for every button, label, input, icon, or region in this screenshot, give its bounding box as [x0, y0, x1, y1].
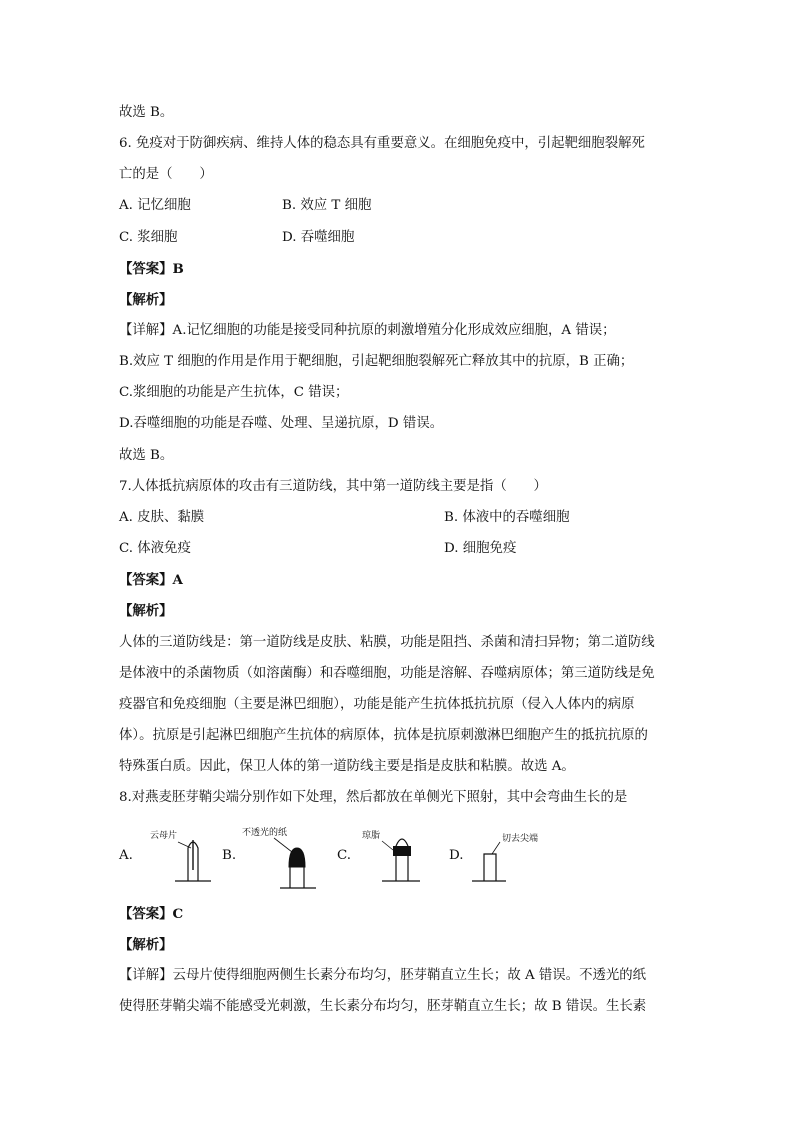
agar-block	[393, 846, 411, 856]
q8-figure-a	[148, 826, 213, 886]
cut-coleoptile	[484, 854, 496, 881]
q8-answer: 【答案】C	[119, 906, 184, 922]
q8-figure-d	[470, 826, 560, 886]
q7-explanation-3: 疫器官和免疫细胞（主要是淋巴细胞），功能是能产生抗体抵抗抗原（侵入人体内的病原	[119, 697, 635, 712]
q8-figure-c	[360, 826, 435, 886]
coleoptile-stem	[396, 856, 408, 881]
q6-stem-line1: 6. 免疫对于防御疾病、维持人体的稳态具有重要意义。在细胞免疫中，引起靶细胞裂解死	[119, 136, 645, 151]
q8-analysis-heading: 【解析】	[119, 937, 173, 953]
q6-conclusion: 故选 B。	[119, 448, 174, 463]
q7-option-c: C. 体液免疫	[119, 541, 191, 556]
q7-explanation-4: 体）。抗原是引起淋巴细胞产生抗体的病原体，抗体是抗原刺激淋巴细胞产生的抵抗抗原的	[119, 728, 648, 743]
q6-option-a: A. 记忆细胞	[119, 198, 191, 213]
q8-figure-b	[240, 826, 320, 892]
q7-option-a: A. 皮肤、黏膜	[119, 510, 205, 525]
q6-explanation-1: 【详解】A.记忆细胞的功能是接受同种抗原的刺激增殖分化形成效应细胞，A 错误；	[119, 323, 616, 338]
q6-analysis-heading: 【解析】	[119, 292, 173, 308]
q8-figure-c-letter: C.	[337, 848, 352, 863]
conclusion-line: 故选 B。	[119, 105, 174, 120]
label-pointer-b	[274, 838, 292, 852]
label-pointer-d	[492, 842, 500, 854]
q8-explanation-2: 使得胚芽鞘尖端不能感受光刺激，生长素分布均匀，胚芽鞘直立生长；故 B 错误。生长素	[119, 999, 647, 1014]
coleoptile-shape	[290, 866, 304, 888]
q7-option-d: D. 细胞免疫	[444, 541, 517, 556]
q7-explanation-5: 特殊蛋白质。因此，保卫人体的第一道防线主要是指是皮肤和粘膜。故选 A。	[119, 759, 575, 774]
q7-stem: 7.人体抵抗病原体的攻击有三道防线，其中第一道防线主要是指（ ）	[119, 479, 547, 494]
opaque-paper-cap	[289, 848, 305, 867]
q8-label-b: 不透光的纸	[242, 828, 288, 838]
q8-stem: 8.对燕麦胚芽鞘尖端分别作如下处理，然后都放在单侧光下照射，其中会弯曲生长的是	[119, 790, 628, 805]
q7-answer: 【答案】A	[119, 572, 183, 588]
q6-option-d: D. 吞噬细胞	[282, 230, 355, 245]
q7-explanation-2: 是体液中的杀菌物质（如溶菌酶）和吞噬细胞，功能是溶解、吞噬病原体；第三道防线是免	[119, 666, 655, 681]
q7-option-b: B. 体液中的吞噬细胞	[444, 510, 570, 525]
q6-explanation-4: D.吞噬细胞的功能是吞噬、处理、呈递抗原，D 错误。	[119, 416, 444, 431]
q8-figure-d-letter: D.	[449, 848, 464, 863]
q6-answer: 【答案】B	[119, 261, 184, 277]
coleoptile-tip	[396, 839, 408, 846]
q7-explanation-1: 人体的三道防线是：第一道防线是皮肤、粘膜，功能是阻挡、杀菌和清扫异物；第二道防线	[119, 635, 655, 650]
q8-label-d: 切去尖端	[502, 834, 539, 844]
q8-figure-a-letter: A.	[119, 848, 133, 863]
q8-label-a: 云母片	[150, 831, 178, 841]
q6-explanation-2: B.效应 T 细胞的作用是作用于靶细胞，引起靶细胞裂解死亡释放其中的抗原，B 正确；	[119, 354, 634, 369]
q6-option-c: C. 浆细胞	[119, 230, 178, 245]
q8-label-c: 琼脂	[362, 831, 381, 841]
q6-stem-line2: 亡的是（ ）	[119, 167, 213, 182]
q6-explanation-3: C.浆细胞的功能是产生抗体，C 错误；	[119, 385, 349, 400]
q8-explanation-1: 【详解】云母片使得细胞两侧生长素分布均匀，胚芽鞘直立生长；故 A 错误。不透光的纸	[119, 968, 647, 983]
q7-analysis-heading: 【解析】	[119, 603, 173, 619]
q6-option-b: B. 效应 T 细胞	[282, 198, 372, 213]
label-pointer-c	[382, 841, 393, 850]
q8-figure-b-letter: B.	[222, 848, 237, 863]
